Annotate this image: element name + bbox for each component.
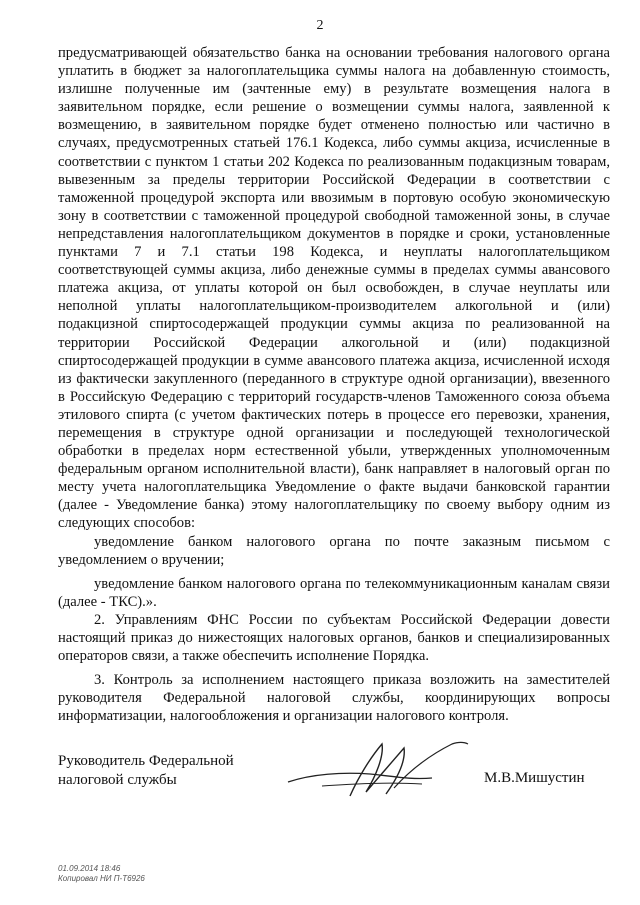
paragraph-notice-tks: уведомление банком налогового органа по телекоммуникационным каналам связи (далее - ТКС).». xyxy=(58,575,610,610)
signatory-title xyxy=(58,752,234,790)
signatory-title-line-2: налоговой службы xyxy=(58,772,177,788)
paragraph-item-2: 2. Управлениям ФНС России по субъектам Российской Федерации довести настоящий приказ до нижестоящих налоговых органов, банков и специализированных операторов связи, а также обеспечить исполнение Порядка. xyxy=(58,611,610,665)
paragraph-continuation: предусматривающей обязательство банка на основании требования налогового органа уплатить в бюджет за налогоплательщика суммы налога на добавленную стоимость, излишне полученные им (зачтенные ему) в результате возмещения налога в заявительном порядке, если решение о возмещении суммы налога, заявленной к возмещению, в заявительном порядке будет отменено полностью или частично в случаях, предусмотренных статьей 176.1 Кодекса, либо суммы акциза, исчисленные в соответствии с пунктом 1 статьи 202 Кодекса по реализованным подакцизным товарам, вывезенным за пределы территории Российской Федерации в соответствии с таможенной процедурой экспорта или ввозимым в портовую особую экономическую зону в соответствии с таможенной процедурой свободной таможенной зоны, в случае непредставления налогоплательщиком документов в порядке и сроки, установленные пунктами 7 и 7.1 статьи 198 Кодекса, и неуплаты налогоплательщиком соответствующей суммы акциза, либо денежные суммы в пределах суммы авансового платежа акциза, от уплаты которой он был освобожден, в случае неуплаты или неполной уплаты налогоплательщиком-производителем алкогольной и (или) подакцизной спиртосодержащей продукции суммы акциза по реализованной на территории Российской Федерации алкогольной и (или) подакцизной спиртосодержащей продукции в сумме авансового платежа акциза, исчисленной исходя из фактически закупленного (переданного в структуре одной организации), ввезенного в Российскую Федерацию с территорий государств-членов Таможенного союза объема этилового спирта (с учетом фактических потерь в процессе его перевозки, хранения, перемещения в структуре одной организации и последующей технологической обработки в пределах норм естественной убыли, утвержденных уполномоченным федеральным органом исполнительной власти), банк направляет в налоговый орган по месту учета налогоплательщика Уведомление о факте выдачи банковской гарантии (далее - Уведомление банка) этому налогоплательщику по своему выбору одним из следующих способов: xyxy=(58,45,610,532)
footer-date-stamp: 01.09.2014 18:46 xyxy=(58,864,121,873)
signatory-name: М.В.Мишустин xyxy=(484,770,585,786)
paragraph-notice-mail: уведомление банком налогового органа по почте заказным письмом с уведомлением о вручении; xyxy=(58,533,610,568)
footer-doc-code: Копировал НИ П-Т6926 xyxy=(58,874,145,883)
signatory-title-line-1: Руководитель Федеральной xyxy=(58,753,234,769)
paragraph-item-3: 3. Контроль за исполнением настоящего приказа возложить на заместителей руководителя Федеральной налоговой службы, координирующих вопросы информатизации, налогообложения и организации налогового контроля. xyxy=(58,672,610,725)
handwritten-signature xyxy=(282,738,474,802)
document-body xyxy=(58,44,610,725)
page-number: 2 xyxy=(316,18,324,33)
